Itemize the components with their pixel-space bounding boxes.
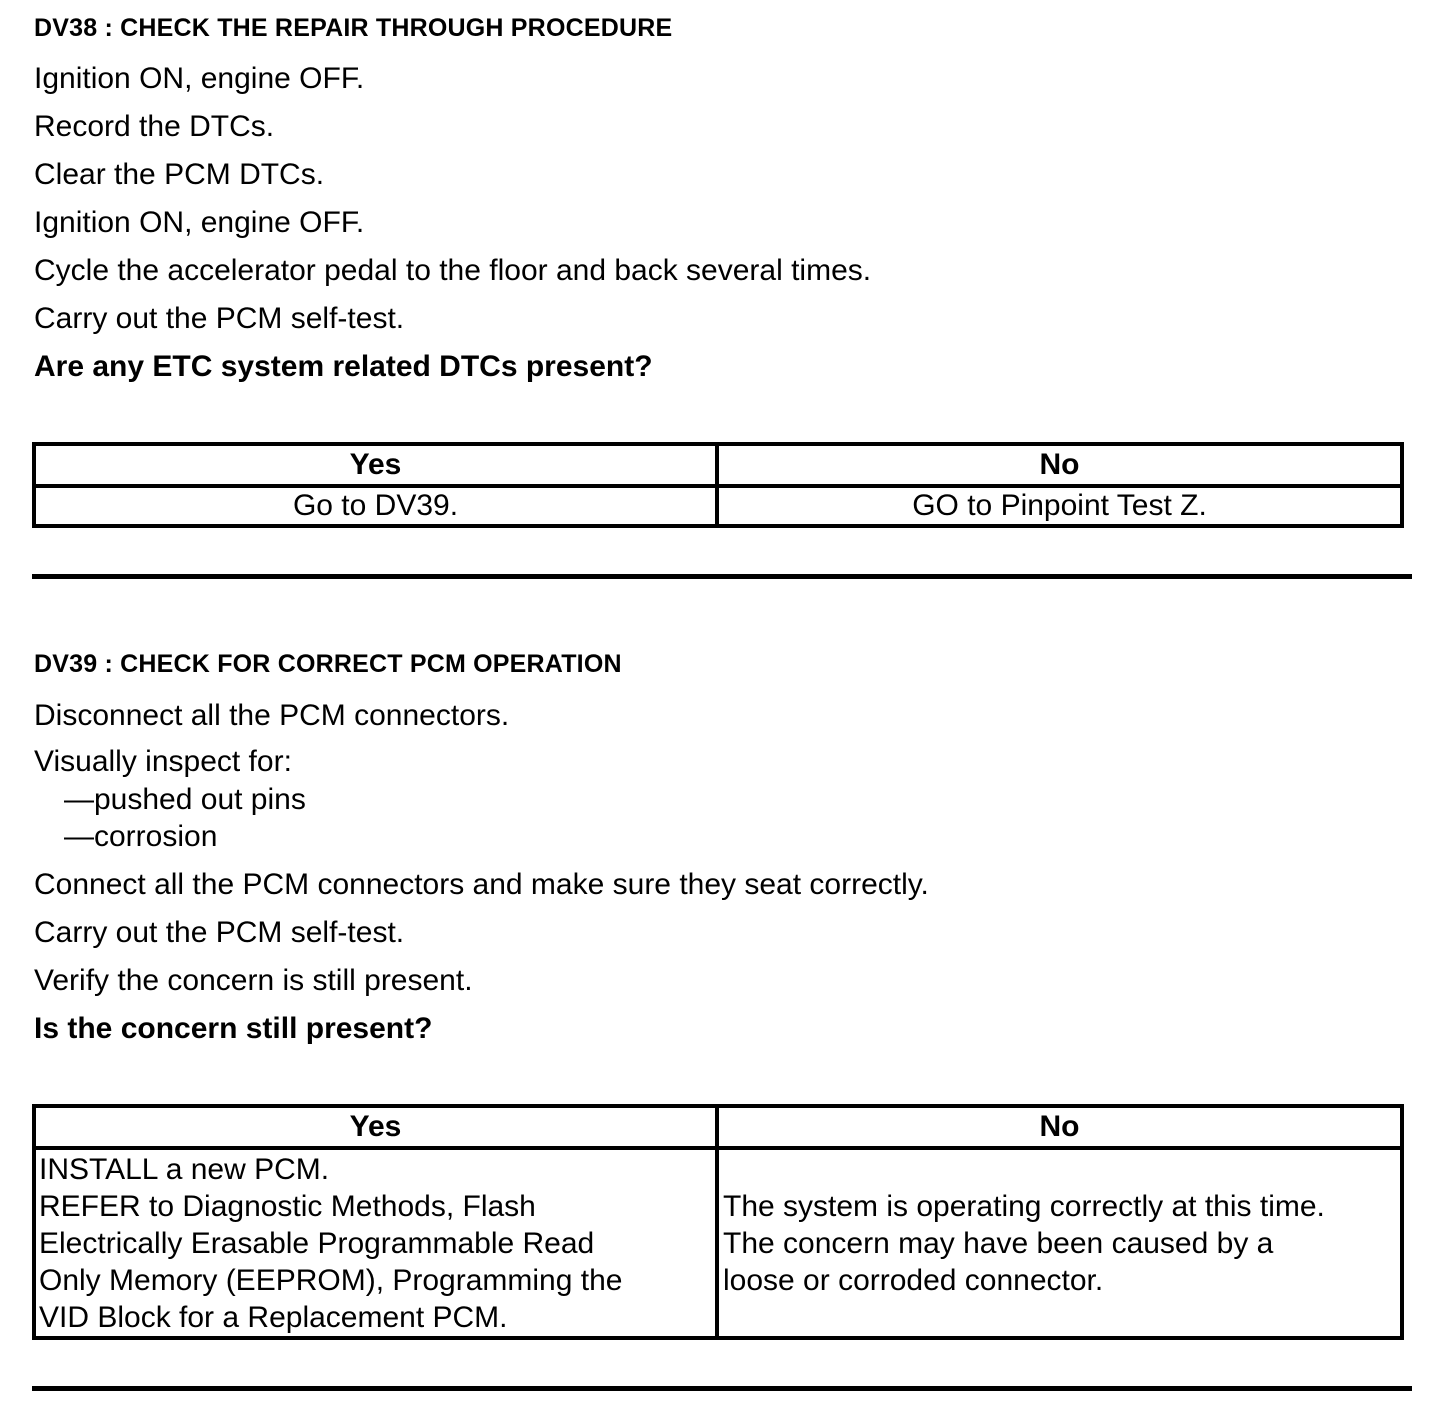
dv38-step-5: Cycle the accelerator pedal to the floor and back several times. — [34, 254, 872, 287]
dv39-sub-item-2: —corrosion — [64, 820, 218, 853]
dv39-no-line-3: loose or corroded connector. — [723, 1263, 1104, 1297]
dv39-step-4: Carry out the PCM self-test. — [34, 916, 405, 949]
dv38-step-6: Carry out the PCM self-test. — [34, 302, 405, 335]
dv38-heading: DV38 : CHECK THE REPAIR THROUGH PROCEDURE — [34, 14, 673, 42]
dv38-step-2: Record the DTCs. — [34, 110, 275, 143]
dv38-no-header: No — [717, 444, 1402, 486]
dv39-decision-table — [32, 1104, 1404, 1340]
dv39-yes-line-3: Electrically Erasable Programmable Read — [39, 1226, 595, 1260]
dv38-yes-action: Go to DV39. — [34, 486, 717, 526]
dv39-step-2: Visually inspect for: — [34, 745, 292, 778]
dv39-sub-item-1: —pushed out pins — [64, 783, 306, 816]
dv39-question: Is the concern still present? — [34, 1012, 433, 1045]
section-divider-1 — [32, 574, 1412, 579]
dv39-step-3: Connect all the PCM connectors and make sure they seat correctly. — [34, 868, 929, 901]
section-divider-2 — [32, 1386, 1412, 1391]
dv38-no-action: GO to Pinpoint Test Z. — [717, 486, 1402, 526]
dv38-decision-table — [32, 442, 1404, 528]
dv38-step-4: Ignition ON, engine OFF. — [34, 206, 365, 239]
dv38-step-1: Ignition ON, engine OFF. — [34, 62, 365, 95]
dv39-yes-line-5: VID Block for a Replacement PCM. — [39, 1300, 508, 1334]
dv39-yes-line-1: INSTALL a new PCM. — [39, 1152, 330, 1186]
dv39-no-action — [717, 1148, 1402, 1338]
dv39-no-line-1: The system is operating correctly at this time. — [723, 1189, 1325, 1223]
dv39-step-1: Disconnect all the PCM connectors. — [34, 699, 510, 732]
dv39-no-line-2: The concern may have been caused by a — [723, 1226, 1274, 1260]
dv38-step-3: Clear the PCM DTCs. — [34, 158, 325, 191]
dv39-yes-action — [34, 1148, 717, 1338]
dv39-yes-line-4: Only Memory (EEPROM), Programming the — [39, 1263, 623, 1297]
dv38-question: Are any ETC system related DTCs present? — [34, 350, 653, 383]
dv39-no-header: No — [717, 1106, 1402, 1148]
dv39-step-5: Verify the concern is still present. — [34, 964, 473, 997]
dv38-yes-header: Yes — [34, 444, 717, 486]
dv39-heading: DV39 : CHECK FOR CORRECT PCM OPERATION — [34, 650, 622, 678]
dv39-yes-line-2: REFER to Diagnostic Methods, Flash — [39, 1189, 536, 1223]
dv39-yes-header: Yes — [34, 1106, 717, 1148]
